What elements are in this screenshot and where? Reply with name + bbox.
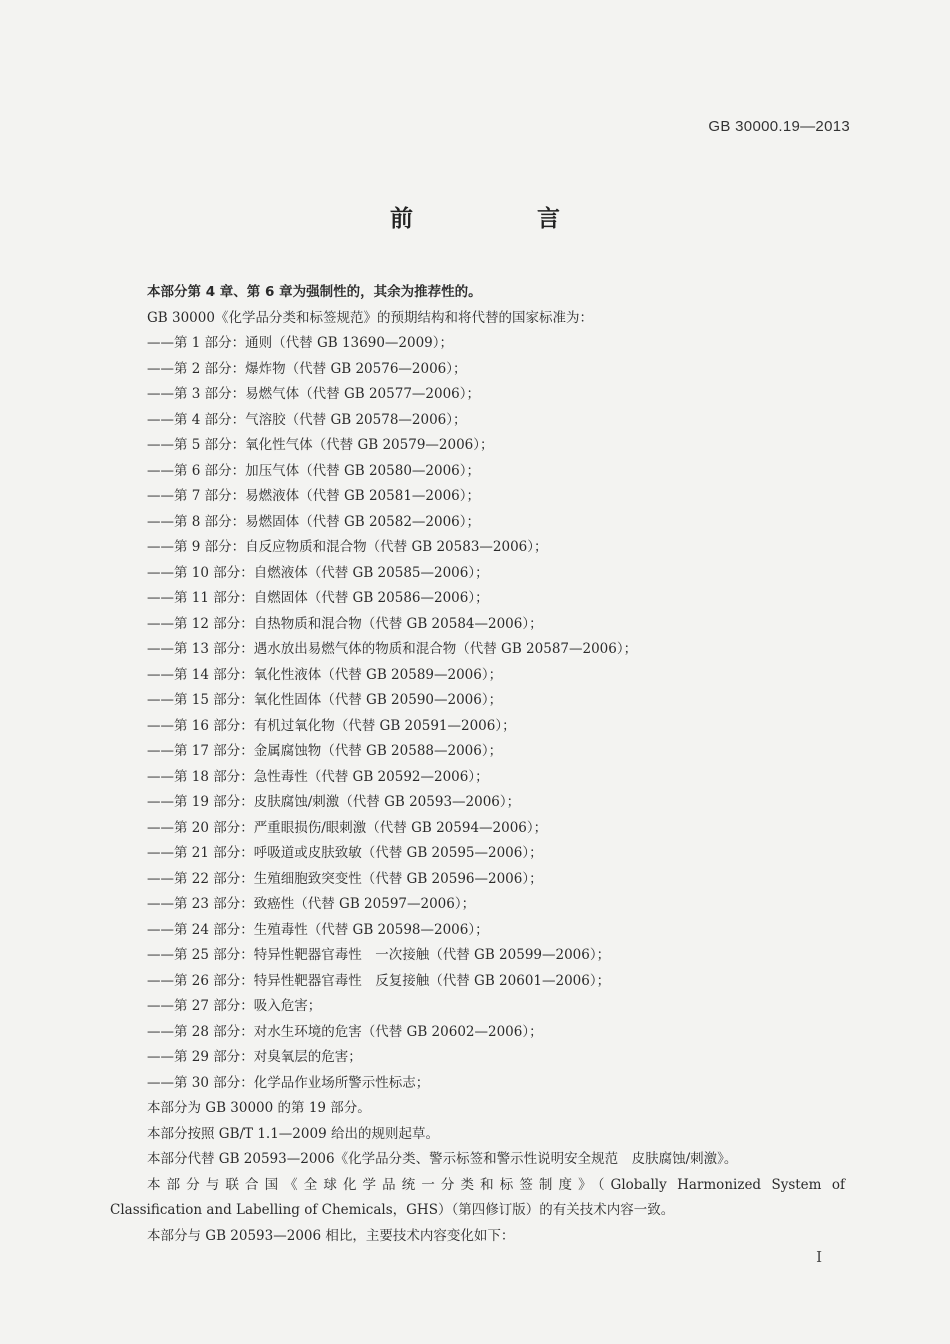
list-item: ——第 16 部分：有机过氧化物（代替 GB 20591—2006）；	[147, 717, 516, 734]
list-item: ——第 17 部分：金属腐蚀物（代替 GB 20588—2006）；	[147, 743, 503, 759]
list-item: ——第 30 部分：化学品作业场所警示性标志；	[147, 1074, 430, 1091]
list-item: ——第 18 部分：急性毒性（代替 GB 20592—2006）；	[147, 768, 489, 785]
list-item: ——第 21 部分：呼吸道或皮肤致敏（代替 GB 20595—2006）；	[147, 845, 543, 861]
list-item: ——第 10 部分：自燃液体（代替 GB 20585—2006）；	[147, 564, 489, 581]
standard-number: GB 30000.19—2013	[708, 118, 850, 135]
list-item: ——第 11 部分：自燃固体（代替 GB 20586—2006）；	[147, 590, 489, 606]
paragraph-mandatory-chapters: 本部分第 4 章、第 6 章为强制性的，其余为推荐性的。	[147, 284, 482, 300]
paragraph-structure-intro: GB 30000《化学品分类和标签规范》的预期结构和将代替的国家标准为：	[147, 309, 593, 326]
page-title: 前 言	[389, 206, 618, 232]
paragraph-part-number: 本部分为 GB 30000 的第 19 部分。	[147, 1100, 371, 1116]
list-item: ——第 25 部分：特异性靶器官毒性 一次接触（代替 GB 20599—2006）；	[147, 947, 611, 963]
list-item: ——第 23 部分：致癌性（代替 GB 20597—2006）；	[147, 896, 476, 912]
list-item: ——第 22 部分：生殖细胞致突变性（代替 GB 20596—2006）；	[147, 870, 543, 887]
paragraph-ghs-line-2: Classification and Labelling of Chemicals，GHS）（第四修订版）的有关技术内容一致。	[110, 1202, 675, 1218]
list-item: ——第 24 部分：生殖毒性（代替 GB 20598—2006）；	[147, 921, 489, 938]
list-item: ——第 29 部分：对臭氧层的危害；	[147, 1049, 362, 1065]
paragraph-drafting-rules: 本部分按照 GB/T 1.1—2009 给出的规则起草。	[147, 1125, 439, 1142]
parts-list	[110, 331, 845, 1096]
paragraph-changes-intro: 本部分与 GB 20593—2006 相比，主要技术内容变化如下：	[147, 1227, 515, 1244]
list-item: ——第 4 部分：气溶胶（代替 GB 20578—2006）；	[147, 411, 467, 428]
list-item: ——第 7 部分：易燃液体（代替 GB 20581—2006）；	[147, 488, 481, 504]
list-item: ——第 8 部分：易燃固体（代替 GB 20582—2006）；	[147, 513, 481, 530]
page-number: I	[816, 1248, 822, 1266]
document-body	[110, 280, 845, 1249]
list-item: ——第 14 部分：氧化性液体（代替 GB 20589—2006）；	[147, 666, 503, 683]
list-item: ——第 28 部分：对水生环境的危害（代替 GB 20602—2006）；	[147, 1023, 543, 1040]
list-item: ——第 19 部分：皮肤腐蚀/刺激（代替 GB 20593—2006）；	[147, 794, 521, 810]
list-item: ——第 3 部分：易燃气体（代替 GB 20577—2006）；	[147, 386, 481, 402]
list-item: ——第 6 部分：加压气体（代替 GB 20580—2006）；	[147, 462, 481, 479]
list-item: ——第 27 部分：吸入危害；	[147, 998, 322, 1014]
list-item: ——第 5 部分：氧化性气体（代替 GB 20579—2006）；	[147, 437, 494, 453]
list-item: ——第 2 部分：爆炸物（代替 GB 20576—2006）；	[147, 360, 467, 377]
list-item: ——第 26 部分：特异性靶器官毒性 反复接触（代替 GB 20601—2006）；	[147, 972, 611, 989]
list-item: ——第 1 部分：通则（代替 GB 13690—2009）；	[147, 335, 454, 351]
list-item: ——第 20 部分：严重眼损伤/眼刺激（代替 GB 20594—2006）；	[147, 819, 548, 836]
list-item: ——第 9 部分：自反应物质和混合物（代替 GB 20583—2006）；	[147, 539, 548, 555]
list-item: ——第 12 部分：自热物质和混合物（代替 GB 20584—2006）；	[147, 615, 543, 632]
paragraph-ghs-line-1: 本部分与联合国《全球化学品统一分类和标签制度》（Globally Harmonized System of	[147, 1176, 845, 1193]
list-item: ——第 13 部分：遇水放出易燃气体的物质和混合物（代替 GB 20587—2006）；	[147, 641, 638, 657]
list-item: ——第 15 部分：氧化性固体（代替 GB 20590—2006）；	[147, 692, 503, 708]
paragraph-replaces: 本部分代替 GB 20593—2006《化学品分类、警示标签和警示性说明安全规范 皮肤腐蚀/刺激》。	[147, 1151, 738, 1167]
